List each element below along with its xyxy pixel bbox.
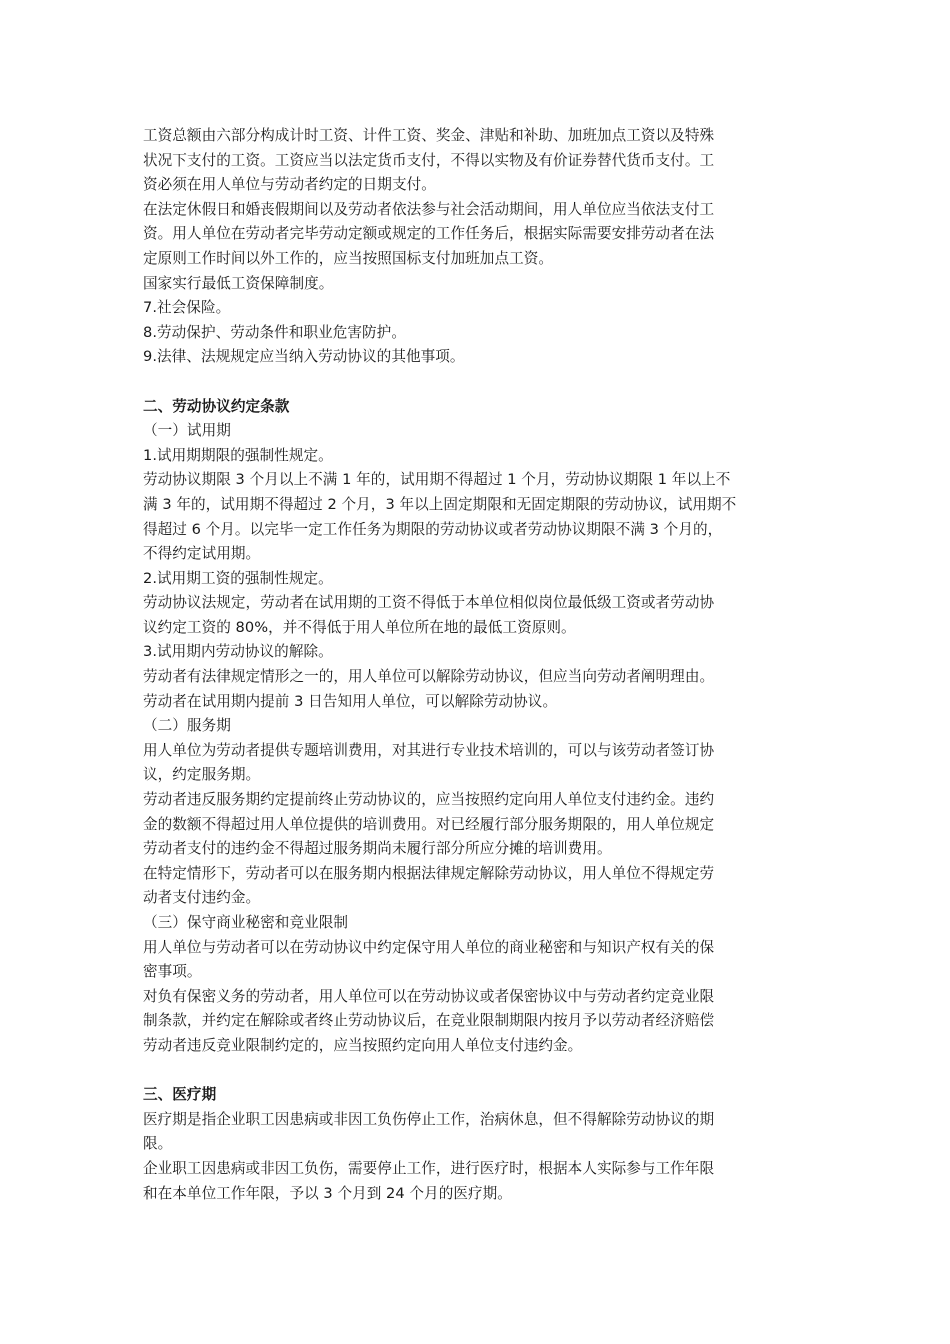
- text-line: 得超过 6 个月。以完毕一定工作任务为期限的劳动协议或者劳动协议期限不满 3 个月的，: [143, 520, 723, 538]
- text-line: 劳动者违反竞业限制约定的，应当按照约定向用人单位支付违约金。: [143, 1036, 583, 1054]
- blank-line: [143, 1059, 811, 1084]
- paragraph-block-3: [143, 1108, 811, 1206]
- section-heading: 二、劳动协议约定条款: [143, 397, 290, 415]
- text-line: 工资总额由六部分构成计时工资、计件工资、奖金、津贴和补助、加班加点工资以及特殊: [143, 127, 715, 144]
- text-line: 限。: [143, 1135, 173, 1153]
- text-line: 金的数额不得超过用人单位提供的培训费用。对已经履行部分服务期限的，用人单位规定: [143, 815, 715, 833]
- section-heading: 三、医疗期: [143, 1086, 217, 1104]
- text-line: 企业职工因患病或非因工负伤，需要停止工作，进行医疗时，根据本人实际参与工作年限: [143, 1159, 715, 1177]
- text-line: 动者支付违约金。: [143, 889, 261, 907]
- text-line: 资。用人单位在劳动者完毕劳动定额或规定的工作任务后，根据实际需要安排劳动者在法: [143, 225, 715, 243]
- subsection-heading: （三）保守商业秘密和竞业限制: [143, 914, 349, 931]
- subsection-heading: （一）试用期: [143, 422, 231, 440]
- text-line: 劳动者有法律规定情形之一的，用人单位可以解除劳动协议，但应当向劳动者阐明理由。: [143, 668, 715, 686]
- text-line: 定原则工作时间以外工作的，应当按照国标支付加班加点工资。: [143, 249, 554, 267]
- paragraph-block-2: [143, 419, 811, 1058]
- text-line: 议约定工资的 80%，并不得低于用人单位所在地的最低工资原则。: [143, 618, 576, 636]
- text-line: 状况下支付的工资。工资应当以法定货币支付，不得以实物及有价证券替代货币支付。工: [143, 151, 715, 169]
- text-line: 对负有保密义务的劳动者，用人单位可以在劳动协议或者保密协议中与劳动者约定竞业限: [143, 987, 715, 1005]
- text-line: 3.试用期内劳动协议的解除。: [143, 643, 333, 661]
- subsection-heading: （二）服务期: [143, 717, 231, 735]
- document-page: [143, 124, 811, 1206]
- list-item: 8.劳动保护、劳动条件和职业危害防护。: [143, 323, 406, 341]
- text-line: 满 3 年的，试用期不得超过 2 个月，3 年以上固定期限和无固定期限的劳动协议，试用期不: [143, 495, 737, 513]
- text-line: 在法定休假日和婚丧假期间以及劳动者依法参与社会活动期间，用人单位应当依法支付工: [143, 200, 715, 218]
- text-line: 在特定情形下，劳动者可以在服务期内根据法律规定解除劳动协议，用人单位不得规定劳: [143, 864, 715, 882]
- text-line: 制条款，并约定在解除或者终止劳动协议后，在竞业限制期限内按月予以劳动者经济赔偿: [143, 1012, 715, 1030]
- text-line: 劳动者违反服务期约定提前终止劳动协议的，应当按照约定向用人单位支付违约金。违约: [143, 791, 715, 809]
- text-line: 国家实行最低工资保障制度。: [143, 274, 334, 292]
- text-line: 2.试用期工资的强制性规定。: [143, 569, 333, 587]
- list-item: 7.社会保险。: [143, 299, 231, 317]
- text-line: 劳动者在试用期内提前 3 日告知用人单位，可以解除劳动协议。: [143, 692, 558, 710]
- text-line: 不得约定试用期。: [143, 545, 261, 563]
- text-line: 医疗期是指企业职工因患病或非因工负伤停止工作，治病休息，但不得解除劳动协议的期: [143, 1110, 715, 1128]
- text-line: 用人单位为劳动者提供专题培训费用，对其进行专业技术培训的，可以与该劳动者签订协: [143, 741, 715, 759]
- text-line: 劳动协议法规定，劳动者在试用期的工资不得低于本单位相似岗位最低级工资或者劳动协: [143, 594, 715, 612]
- list-item: 9.法律、法规规定应当纳入劳动协议的其他事项。: [143, 348, 465, 366]
- text-line: 1.试用期期限的强制性规定。: [143, 446, 333, 464]
- text-line: 用人单位与劳动者可以在劳动协议中约定保守用人单位的商业秘密和与知识产权有关的保: [143, 938, 715, 956]
- text-line: 密事项。: [143, 963, 202, 981]
- text-line: 和在本单位工作年限，予以 3 个月到 24 个月的医疗期。: [143, 1184, 512, 1202]
- text-line: 劳动者支付的违约金不得超过服务期尚未履行部分所应分摊的培训费用。: [143, 840, 612, 858]
- paragraph-block-1: [143, 124, 811, 370]
- blank-line: [143, 370, 811, 395]
- text-line: 议，约定服务期。: [143, 766, 261, 784]
- text-line: 资必须在用人单位与劳动者约定的日期支付。: [143, 176, 436, 194]
- text-line: 劳动协议期限 3 个月以上不满 1 年的，试用期不得超过 1 个月，劳动协议期限 1 年以上不: [143, 471, 731, 489]
